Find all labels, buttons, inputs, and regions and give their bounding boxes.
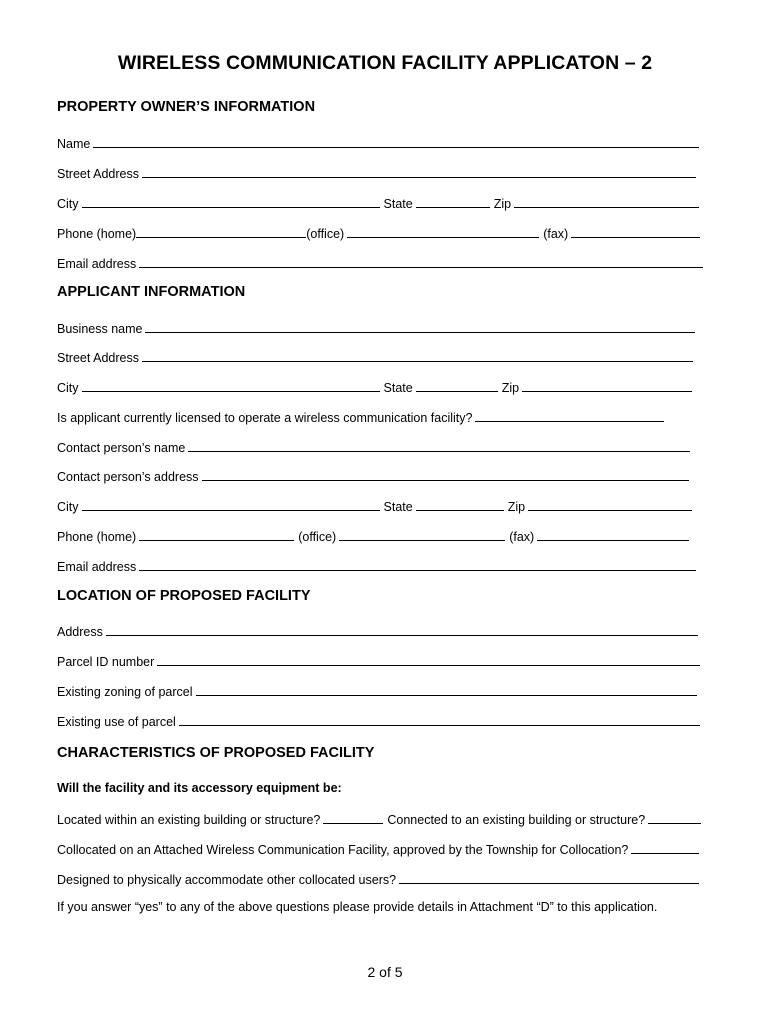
owner-phone-fax-field[interactable] (571, 224, 700, 238)
applicant-zip-label: Zip (501, 381, 520, 395)
characteristics-subheading: Will the facility and its accessory equipment be: (57, 781, 342, 795)
owner-street-row (57, 164, 700, 184)
applicant-business-row (57, 319, 699, 339)
location-parcel-label: Parcel ID number (57, 655, 155, 669)
designed-label: Designed to physically accommodate other collocated users? (57, 873, 397, 887)
owner-phone-home-label: Phone (home) (57, 227, 137, 241)
attachment-note: If you answer “yes” to any of the above questions please provide details in Attachment “D” to this application. (57, 900, 658, 914)
applicant-contact-address-label: Contact person’s address (57, 470, 199, 484)
applicant-city2-label: City (57, 500, 79, 514)
location-parcel-field[interactable] (157, 652, 700, 666)
owner-phone-office-field[interactable] (347, 224, 539, 238)
applicant-street-label: Street Address (57, 351, 139, 365)
designed-field[interactable] (399, 870, 699, 884)
located-field[interactable] (323, 810, 383, 824)
applicant-zip2-label: Zip (507, 500, 526, 514)
location-address-label: Address (57, 625, 103, 639)
owner-phone-fax-label: (fax) (543, 227, 569, 241)
applicant-licensed-field[interactable] (475, 408, 664, 422)
owner-city-row (57, 194, 703, 214)
applicant-city2-field[interactable] (82, 497, 380, 511)
collocated-label: Collocated on an Attached Wireless Communication Facility, approved by the Township for Collocation? (57, 843, 629, 857)
located-label: Located within an existing building or structure? (57, 813, 321, 827)
applicant-state2-label: State (383, 500, 413, 514)
applicant-zip-field[interactable] (522, 378, 692, 392)
applicant-phone-home-label: Phone (home) (57, 530, 137, 544)
owner-street-label: Street Address (57, 167, 139, 181)
owner-state-label: State (383, 197, 413, 211)
applicant-state2-field[interactable] (416, 497, 504, 511)
owner-phone-home-field[interactable] (136, 224, 306, 238)
owner-street-field[interactable] (142, 164, 696, 178)
page-title: WIRELESS COMMUNICATION FACILITY APPLICATON – 2 (117, 52, 653, 74)
owner-name-field[interactable] (93, 134, 699, 148)
section-heading-characteristics: CHARACTERISTICS OF PROPOSED FACILITY (57, 745, 375, 761)
owner-zip-field[interactable] (514, 194, 699, 208)
applicant-licensed-row (57, 408, 668, 428)
connected-field[interactable] (648, 810, 701, 824)
applicant-city-row (57, 378, 696, 398)
applicant-contact-name-field[interactable] (188, 438, 690, 452)
owner-email-label: Email address (57, 257, 137, 271)
applicant-business-field[interactable] (145, 319, 695, 333)
owner-email-row (57, 254, 707, 274)
applicant-city-field[interactable] (82, 378, 380, 392)
owner-city-label: City (57, 197, 79, 211)
owner-phone-office-label: (office) (306, 227, 345, 241)
owner-name-label: Name (57, 137, 91, 151)
owner-city-field[interactable] (82, 194, 380, 208)
location-use-label: Existing use of parcel (57, 715, 176, 729)
applicant-phone-fax-label: (fax) (509, 530, 535, 544)
applicant-city-label: City (57, 381, 79, 395)
applicant-business-label: Business name (57, 322, 143, 336)
characteristics-located-row (57, 810, 705, 830)
applicant-phone-office-label: (office) (298, 530, 337, 544)
connected-label: Connected to an existing building or structure? (387, 813, 646, 827)
applicant-city2-row (57, 497, 696, 517)
owner-phone-row (57, 224, 704, 244)
page-number: 2 of 5 (367, 964, 403, 980)
characteristics-collocated-row (57, 840, 703, 860)
owner-zip-label: Zip (493, 197, 512, 211)
owner-email-field[interactable] (139, 254, 703, 268)
location-zoning-row (57, 682, 701, 702)
section-heading-property-owner: PROPERTY OWNER’S INFORMATION (57, 99, 316, 115)
applicant-state-field[interactable] (416, 378, 498, 392)
applicant-licensed-label: Is applicant currently licensed to operate a wireless communication facility? (57, 411, 473, 425)
collocated-field[interactable] (631, 840, 699, 854)
location-address-row (57, 622, 702, 642)
location-zoning-label: Existing zoning of parcel (57, 685, 193, 699)
location-zoning-field[interactable] (196, 682, 698, 696)
applicant-phone-home-field[interactable] (139, 527, 294, 541)
applicant-contact-address-field[interactable] (202, 467, 689, 481)
applicant-state-label: State (383, 381, 413, 395)
characteristics-designed-row (57, 870, 703, 890)
location-use-field[interactable] (179, 712, 700, 726)
applicant-contact-address-row (57, 467, 693, 487)
applicant-phone-office-field[interactable] (339, 527, 505, 541)
applicant-email-label: Email address (57, 560, 137, 574)
location-parcel-row (57, 652, 704, 672)
location-address-field[interactable] (106, 622, 698, 636)
applicant-contact-name-label: Contact person’s name (57, 441, 186, 455)
applicant-email-row (57, 557, 700, 577)
applicant-street-field[interactable] (142, 348, 693, 362)
section-heading-applicant: APPLICANT INFORMATION (57, 284, 246, 300)
owner-state-field[interactable] (416, 194, 490, 208)
applicant-contact-name-row (57, 438, 694, 458)
applicant-street-row (57, 348, 697, 368)
location-use-row (57, 712, 704, 732)
section-heading-location: LOCATION OF PROPOSED FACILITY (57, 588, 311, 604)
applicant-zip2-field[interactable] (528, 497, 692, 511)
applicant-phone-row (57, 527, 693, 547)
applicant-phone-fax-field[interactable] (537, 527, 689, 541)
applicant-email-field[interactable] (139, 557, 696, 571)
owner-name-row (57, 134, 703, 154)
